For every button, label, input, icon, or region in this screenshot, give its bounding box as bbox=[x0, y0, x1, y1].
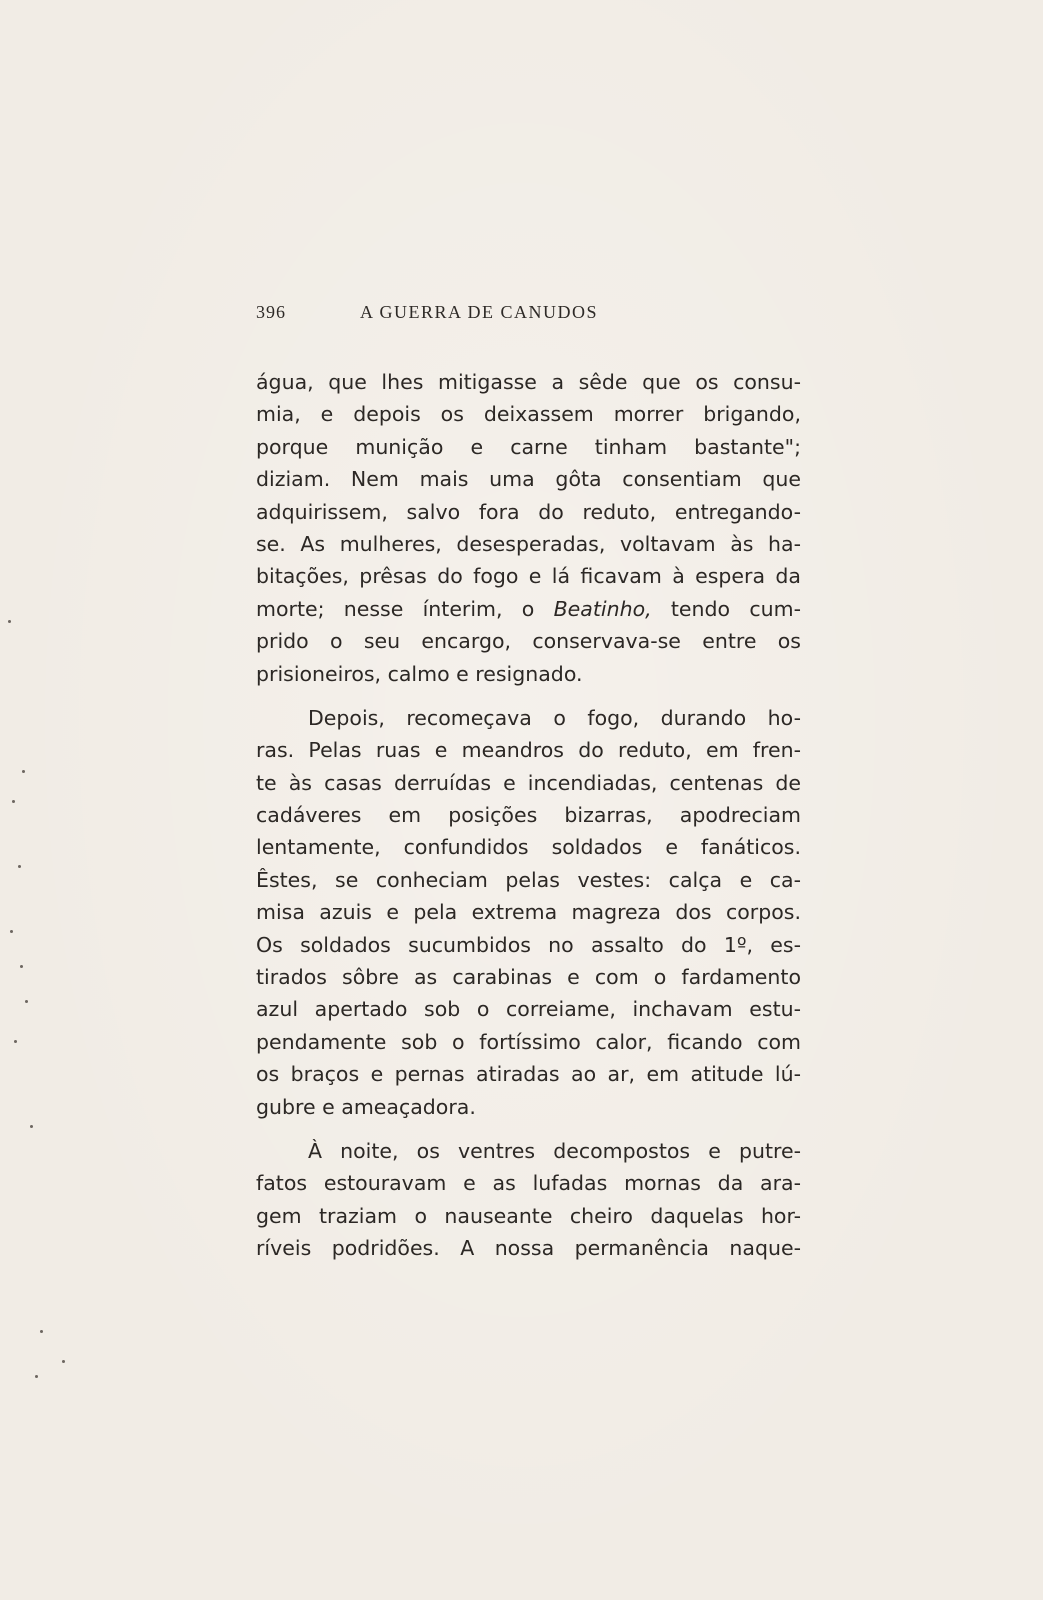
paragraph-gap bbox=[256, 1123, 801, 1135]
text-line: ras. Pelas ruas e meandros do reduto, em fren- bbox=[256, 738, 801, 763]
text-line: mia, e depois os deixassem morrer brigando, bbox=[256, 402, 801, 427]
running-title: A GUERRA DE CANUDOS bbox=[360, 302, 599, 322]
text-line: prisioneiros, calmo e resignado. bbox=[256, 661, 583, 686]
text-line: pendamente sob o fortíssimo calor, ficando com bbox=[256, 1029, 801, 1054]
page-number: 396 bbox=[256, 302, 286, 322]
text-line: azul apertado sob o correiame, inchavam estu- bbox=[256, 997, 801, 1022]
text-line: bitações, prêsas do fogo e lá ficavam à espera da bbox=[256, 564, 801, 589]
text-line: gem traziam o nauseante cheiro daquelas hor- bbox=[256, 1203, 801, 1228]
text-line: misa azuis e pela extrema magreza dos corpos. bbox=[256, 900, 801, 925]
paragraph-gap bbox=[256, 690, 801, 702]
scan-speck bbox=[40, 1330, 43, 1333]
scan-speck bbox=[30, 1125, 33, 1128]
scan-speck bbox=[14, 1040, 17, 1043]
text-line: te às casas derruídas e incendiadas, centenas de bbox=[256, 770, 801, 795]
text-line: gubre e ameaçadora. bbox=[256, 1094, 476, 1119]
italic-name: Beatinho, bbox=[553, 596, 652, 621]
text-line: fatos estouravam e as lufadas mornas da ara- bbox=[256, 1171, 801, 1196]
text-line: Os soldados sucumbidos no assalto do 1º, es- bbox=[256, 932, 801, 957]
text-line: os braços e pernas atiradas ao ar, em atitude lú- bbox=[256, 1062, 801, 1087]
scan-speck bbox=[20, 965, 23, 968]
body-text bbox=[256, 366, 801, 1265]
text-line: Êstes, se conheciam pelas vestes: calça e ca- bbox=[256, 867, 801, 892]
text-line: diziam. Nem mais uma gôta consentiam que bbox=[256, 467, 801, 492]
text-line: lentamente, confundidos soldados e fanáticos. bbox=[256, 835, 801, 860]
text-line: adquirissem, salvo fora do reduto, entregando- bbox=[256, 499, 801, 524]
text-line: se. As mulheres, desesperadas, voltavam às ha- bbox=[256, 531, 801, 556]
scan-speck bbox=[22, 770, 25, 773]
scan-speck bbox=[18, 865, 21, 868]
scan-speck bbox=[10, 930, 13, 933]
page-header bbox=[256, 302, 801, 326]
text-line: tirados sôbre as carabinas e com o fardamento bbox=[256, 965, 801, 990]
text-segment: morte; nesse ínterim, o bbox=[256, 596, 535, 621]
text-segment: tendo cum- bbox=[670, 596, 801, 621]
scan-speck bbox=[35, 1375, 38, 1378]
text-line: porque munição e carne tinham bastante"; bbox=[256, 434, 801, 459]
text-line: À noite, os ventres decompostos e putre- bbox=[308, 1138, 801, 1163]
text-line: Depois, recomeçava o fogo, durando ho- bbox=[308, 705, 801, 730]
text-line-mixed bbox=[256, 593, 801, 625]
text-line: cadáveres em posições bizarras, apodreciam bbox=[256, 803, 801, 828]
scan-speck bbox=[12, 800, 15, 803]
text-line: água, que lhes mitigasse a sêde que os consu- bbox=[256, 370, 801, 394]
scan-speck bbox=[62, 1360, 65, 1363]
text-line: prido o seu encargo, conservava-se entre os bbox=[256, 629, 801, 654]
scan-speck bbox=[8, 620, 11, 623]
text-line: ríveis podridões. A nossa permanência naque- bbox=[256, 1236, 801, 1261]
scan-speck bbox=[25, 1000, 28, 1003]
